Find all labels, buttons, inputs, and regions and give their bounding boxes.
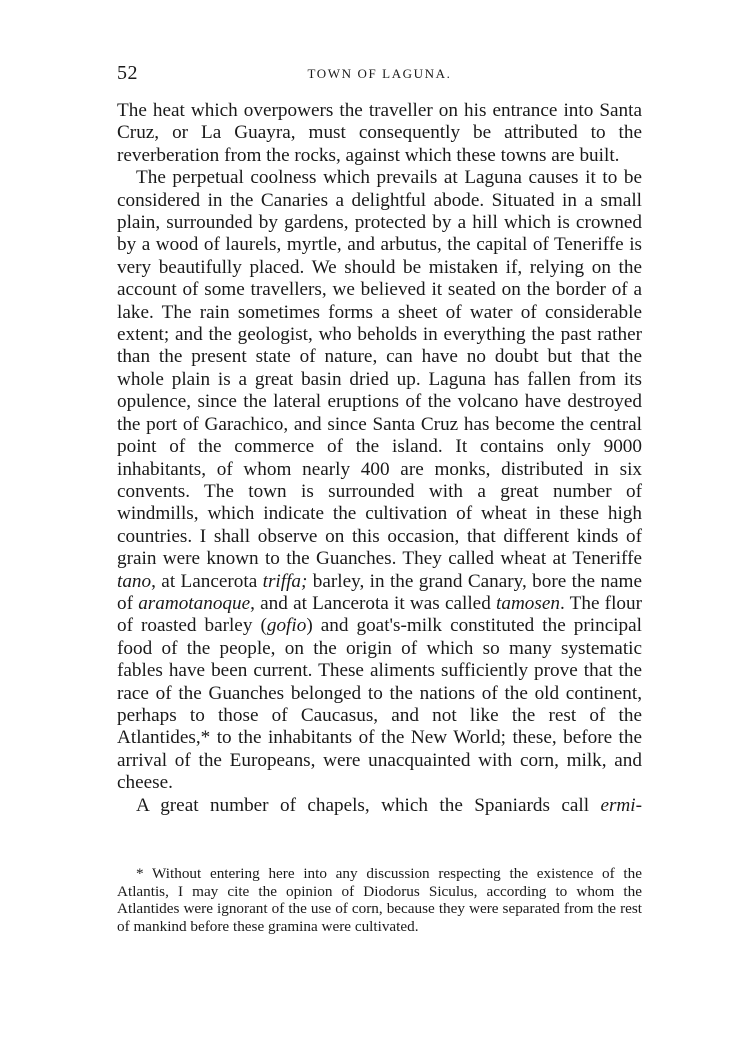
body-text (117, 100, 642, 817)
footnote-text: * Without entering here into any discussion respecting the existence of the Atlantis, I may cite the opinion of Diodorus Siculus, according to whom the Atlantides were ignorant of the use of corn, because they were separated from the rest of mankind before these gramina were cultivated. (117, 865, 642, 935)
paragraph-3-text: A great number of chapels, which the Spaniards call (136, 794, 601, 816)
guanche-word-aramotanoque: aramotanoque (138, 592, 251, 614)
guanche-word-gofio: gofio (266, 615, 307, 637)
footnote (117, 865, 642, 935)
page-number: 52 (117, 62, 138, 84)
paragraph-1: The heat which overpowers the traveller on his entrance into Santa Cruz, or La Guayra, must consequently be attributed to the reverberation from the rocks, against which these towns are built. (117, 100, 642, 166)
paragraph-2-text: , and at Lancerota it was called (250, 592, 497, 614)
paragraph-2-text: . The flour of roasted barley ( (117, 592, 642, 637)
guanche-word-triffa: triffa; (262, 570, 308, 592)
paragraph-3 (117, 795, 642, 817)
paragraph-2-text: The perpetual coolness which prevails at Laguna causes it to be considered in the Canaries a delightful abode. Situated in a small plain, surrounded by gardens, protected by a hill which is crowned by a wood of laurels, myrtle, and arbutus, the capital of Teneriffe is very beautifully placed. We should be mistaken if, relying on the account of some travellers, we believed it seated on the border of a lake. The rain sometimes forms a sheet of water of considerable extent; and the geologist, who beholds in everything the past rather than the present state of nature, can have no doubt but that the whole plain is a great basin dried up. Laguna has fallen from its opulence, since the lateral eruptions of the volcano have destroyed the port of Garachico, and since Santa Cruz has become the central point of the commerce of the island. It contains only 9000 inhabitants, of whom nearly 400 are monks, distributed in six convents. The town is surrounded with a great number of windmills, which indicate the cultivation of wheat in these high countries. I shall observe on this occasion, that different kinds of grain were known to the Guanches. They called wheat at Teneriffe (117, 167, 642, 570)
page-header (117, 62, 642, 86)
paragraph-2 (117, 167, 642, 794)
word-ermi: ermi- (600, 794, 642, 816)
running-head: TOWN OF LAGUNA. (307, 66, 452, 81)
paragraph-2-text: , at Lancerota (151, 570, 263, 592)
paragraph-2-text: ) and goat's-milk constituted the principal food of the people, on the origin of which so many systematic fables have been current. These aliments sufficiently prove that the race of the Guanches belonged to the nations of the old continent, perhaps to those of Caucasus, and not like the rest of the Atlantides,* to the inhabitants of the New World; these, before the arrival of the Europeans, were unacquainted with corn, milk, and cheese. (117, 615, 642, 794)
guanche-word-tamosen: tamosen (496, 592, 560, 614)
paragraph-2-text: barley, in the grand Canary, bore the name of (117, 570, 642, 614)
guanche-word-tano: tano (117, 570, 152, 592)
